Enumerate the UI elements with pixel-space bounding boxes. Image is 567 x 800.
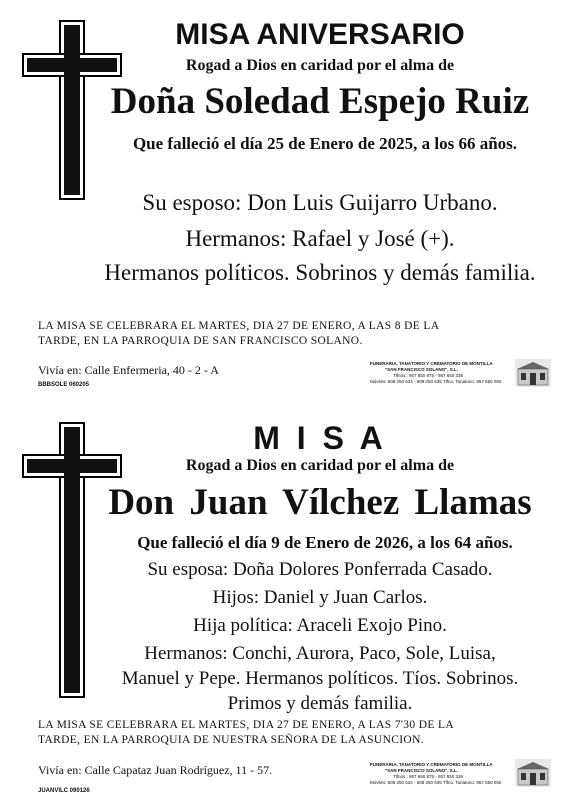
funeral-home-line: FUNERARIA, TANATORIO Y CREMATORIO DE MONTILLA (370, 361, 493, 366)
funeral-home-line: Tlfnos.: 957 650 875 - 957 650 336 (393, 373, 464, 378)
family-line: Su esposa: Doña Dolores Ponferrada Casado. (147, 559, 493, 580)
funeral-home-building-icon (515, 759, 551, 792)
family-line: Primos y demás familia. (227, 693, 413, 714)
death-date: Que falleció el día 25 de Enero de 2025, a los 66 años. (132, 134, 518, 153)
funeral-home-line: FUNERARIA, TANATORIO Y CREMATORIO DE MONTILLA (370, 762, 493, 767)
mass-details: LA MISA SE CELEBRARA EL MARTES, DIA 27 DE ENERO, A LAS 7'30 DE LA (38, 719, 455, 731)
funeral-home-line: Móviles: 608 250 634 - 608 250 635 Tlfno. Tanatorio: 957 650 050 (370, 379, 502, 384)
funeral-home-line: "SAN FRANCISCO SOLANO", S.L. (385, 367, 459, 372)
family-line: Hermanos: Rafael y José (+). (185, 226, 455, 251)
family-line: Hermanos: Conchi, Aurora, Paco, Sole, Luisa, (144, 643, 496, 664)
prayer-intro: Rogad a Dios en caridad por el alma de (185, 457, 455, 474)
death-date: Que falleció el día 9 de Enero de 2026, a los 64 años. (137, 533, 513, 552)
notice-heading: MISA ANIVERSARIO (175, 18, 465, 51)
family-line: Manuel y Pepe. Hermanos políticos. Tíos. Sobrinos. (121, 668, 519, 689)
obituary-notice-2 (0, 408, 567, 800)
funeral-home-line: Móviles: 608 250 634 - 608 250 635 Tlfno. Tanatorio: 957 650 050 (370, 780, 502, 785)
notice-heading: M I S A (253, 420, 387, 456)
notice-code: BBBSOLE 060205 (38, 382, 90, 388)
funeral-home-building-icon (515, 359, 551, 392)
deceased-name: Don Juan Vílchez Llamas (108, 482, 532, 523)
mass-details: LA MISA SE CELEBRARA EL MARTES, DIA 27 DE ENERO, A LAS 8 DE LA (38, 320, 440, 332)
prayer-intro: Rogad a Dios en caridad por el alma de (185, 57, 455, 74)
deceased-name: Doña Soledad Espejo Ruiz (110, 81, 530, 122)
funeral-home-line: Tlfnos.: 957 650 875 - 957 650 336 (393, 774, 464, 779)
family-line: Hijos: Daniel y Juan Carlos. (212, 587, 428, 608)
mass-details: TARDE, EN LA PARROQUIA DE SAN FRANCISCO SOLANO. (38, 335, 363, 347)
family-line: Su esposo: Don Luis Guijarro Urbano. (142, 190, 498, 215)
residence-address: Vivía en: Calle Enfermeria, 40 - 2 - A (38, 363, 219, 377)
residence-address: Vivía en: Calle Capataz Juan Rodríguez, 11 - 57. (38, 763, 273, 777)
family-line: Hermanos políticos. Sobrinos y demás familia. (104, 260, 536, 285)
funeral-home-line: "SAN FRANCISCO SOLANO", S.L. (385, 768, 459, 773)
mass-details: TARDE, EN LA PARROQUIA DE NUESTRA SEÑORA DE LA ASUNCION. (38, 734, 424, 746)
notice-code: JUANVILC 090126 (38, 788, 90, 794)
family-line: Hija política: Araceli Exojo Pino. (193, 615, 447, 636)
